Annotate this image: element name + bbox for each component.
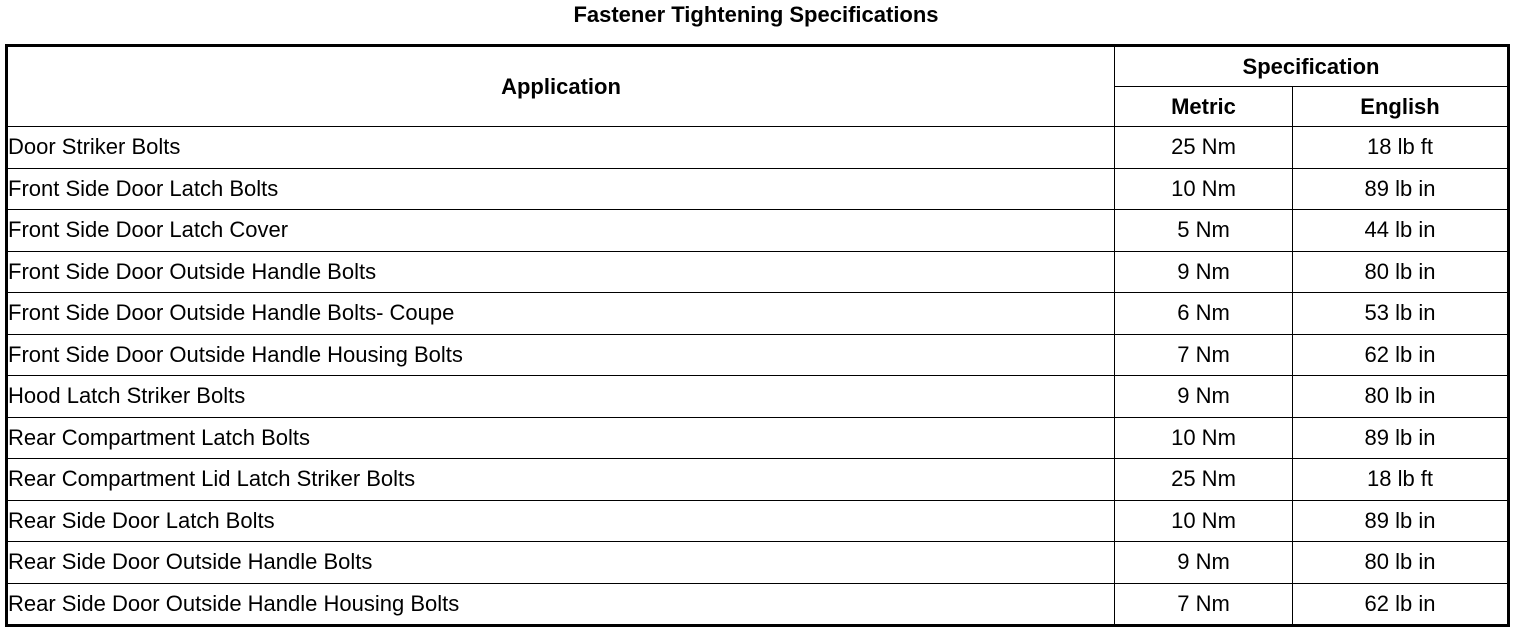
specifications-table bbox=[5, 44, 1510, 627]
cell-application: Front Side Door Latch Bolts bbox=[7, 168, 1115, 210]
cell-english: 89 lb in bbox=[1293, 417, 1509, 459]
cell-application: Rear Side Door Outside Handle Housing Bolts bbox=[7, 583, 1115, 626]
cell-metric: 7 Nm bbox=[1115, 583, 1293, 626]
cell-english: 80 lb in bbox=[1293, 376, 1509, 418]
cell-application: Front Side Door Outside Handle Housing Bolts bbox=[7, 334, 1115, 376]
table-row bbox=[7, 127, 1509, 169]
header-metric: Metric bbox=[1115, 87, 1293, 127]
table-row bbox=[7, 210, 1509, 252]
header-application: Application bbox=[7, 46, 1115, 127]
cell-metric: 9 Nm bbox=[1115, 542, 1293, 584]
table-row bbox=[7, 293, 1509, 335]
cell-application: Rear Side Door Outside Handle Bolts bbox=[7, 542, 1115, 584]
header-english: English bbox=[1293, 87, 1509, 127]
cell-english: 18 lb ft bbox=[1293, 459, 1509, 501]
cell-application: Rear Compartment Latch Bolts bbox=[7, 417, 1115, 459]
table-header bbox=[7, 46, 1509, 127]
cell-application: Front Side Door Outside Handle Bolts- Coupe bbox=[7, 293, 1115, 335]
cell-english: 44 lb in bbox=[1293, 210, 1509, 252]
cell-metric: 25 Nm bbox=[1115, 459, 1293, 501]
header-specification: Specification bbox=[1115, 46, 1509, 87]
cell-application: Rear Side Door Latch Bolts bbox=[7, 500, 1115, 542]
cell-metric: 5 Nm bbox=[1115, 210, 1293, 252]
table-row bbox=[7, 583, 1509, 626]
table-row bbox=[7, 334, 1509, 376]
cell-application: Hood Latch Striker Bolts bbox=[7, 376, 1115, 418]
cell-metric: 9 Nm bbox=[1115, 376, 1293, 418]
cell-metric: 10 Nm bbox=[1115, 417, 1293, 459]
cell-application: Front Side Door Latch Cover bbox=[7, 210, 1115, 252]
table-row bbox=[7, 168, 1509, 210]
cell-english: 80 lb in bbox=[1293, 542, 1509, 584]
table-row bbox=[7, 417, 1509, 459]
table-body bbox=[7, 127, 1509, 626]
page-title: Fastener Tightening Specifications bbox=[573, 2, 939, 27]
table-row bbox=[7, 251, 1509, 293]
cell-metric: 6 Nm bbox=[1115, 293, 1293, 335]
cell-english: 18 lb ft bbox=[1293, 127, 1509, 169]
cell-english: 89 lb in bbox=[1293, 168, 1509, 210]
cell-application: Door Striker Bolts bbox=[7, 127, 1115, 169]
cell-english: 89 lb in bbox=[1293, 500, 1509, 542]
cell-application: Front Side Door Outside Handle Bolts bbox=[7, 251, 1115, 293]
cell-metric: 10 Nm bbox=[1115, 168, 1293, 210]
cell-application: Rear Compartment Lid Latch Striker Bolts bbox=[7, 459, 1115, 501]
cell-english: 62 lb in bbox=[1293, 334, 1509, 376]
table-row bbox=[7, 376, 1509, 418]
cell-english: 62 lb in bbox=[1293, 583, 1509, 626]
cell-english: 80 lb in bbox=[1293, 251, 1509, 293]
cell-metric: 25 Nm bbox=[1115, 127, 1293, 169]
cell-metric: 9 Nm bbox=[1115, 251, 1293, 293]
cell-metric: 7 Nm bbox=[1115, 334, 1293, 376]
table-row bbox=[7, 542, 1509, 584]
table-row bbox=[7, 459, 1509, 501]
cell-english: 53 lb in bbox=[1293, 293, 1509, 335]
table-row bbox=[7, 500, 1509, 542]
cell-metric: 10 Nm bbox=[1115, 500, 1293, 542]
